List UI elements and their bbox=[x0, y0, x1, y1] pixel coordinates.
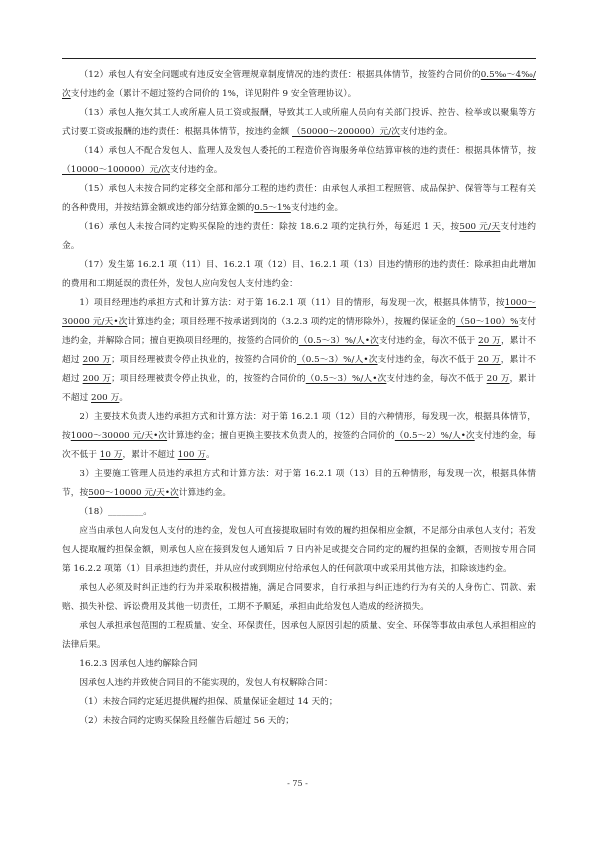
text-run: 支付违约金。 bbox=[290, 203, 344, 213]
paragraph-p21 bbox=[62, 617, 536, 655]
underlined-term: （0.5～3）%/人•次 bbox=[298, 336, 379, 346]
text-run: 16.2.3 因承包人违约解除合同 bbox=[79, 659, 198, 669]
text-run: ________ bbox=[108, 507, 144, 517]
text-run: （16）承包人未按合同约定购买保险的违约责任：除按 18.6.2 项约定执行外，每延迟 1 天，按 bbox=[79, 222, 460, 232]
underlined-term: 0.5～1% bbox=[254, 203, 291, 213]
underlined-term: 20 万 bbox=[477, 355, 501, 365]
paragraph-p16 bbox=[62, 218, 536, 256]
text-run: 计算违约金；项目经理不按承诺到岗的（3.2.3 项约定的情形除外），按履约保证金的 bbox=[127, 317, 456, 327]
text-run: 支付违约金，每次不低于 bbox=[377, 355, 478, 365]
paragraph-p23 bbox=[62, 693, 536, 712]
underlined-term: 500 元/天 bbox=[459, 222, 501, 232]
header-rule bbox=[62, 58, 536, 59]
paragraph-p15 bbox=[62, 180, 536, 218]
paragraph-p17 bbox=[62, 256, 536, 294]
text-run: （14）承包人不配合发包人、监理人及发包人委托的工程造价咨询服务单位结算审核的违约责任：根据具体情节，按 bbox=[79, 146, 536, 156]
underlined-term: 200 万 bbox=[91, 393, 120, 403]
underlined-term: 100 万 bbox=[177, 450, 207, 460]
text-run: 支付违约金，每次不低于 bbox=[378, 336, 479, 346]
text-run: 应当由承包人向发包人支付的违约金，发包人可直接提取届时有效的履约担保相应金额，不足部分由承包人支付；若发包人提取履约担保金额，则承包人应在接到发包人通知后 7 日内补足或提交合同约定的履约担保的金额，否则按专用合同第 16.2.2 项第（1）目承担违约责任，并从应付或到期应付给承包人的任何款项中或采用其他方法，扣除该违约金。 bbox=[62, 526, 536, 574]
paragraph-p24 bbox=[62, 712, 536, 731]
underlined-term: （0.5～3）%/人•次 bbox=[296, 355, 378, 365]
underlined-term: （0.5～3）%/人•次 bbox=[305, 374, 387, 384]
underlined-term: （50～100）% bbox=[455, 317, 519, 327]
text-run: ，累计不超过 bbox=[62, 336, 536, 365]
text-run: 支付违约金。 bbox=[170, 165, 223, 175]
underlined-term: （0.5～2）%/人•次 bbox=[394, 431, 475, 441]
paragraph-h1623 bbox=[62, 655, 536, 674]
underlined-term: 1000～30000 元/天•次 bbox=[62, 298, 537, 327]
text-run: 。 bbox=[119, 393, 129, 403]
paragraph-p12 bbox=[62, 66, 536, 104]
text-run: ；项目经理被责令停止执业，的，按签约合同价的 bbox=[111, 374, 306, 384]
text-run: 计算违约金。 bbox=[178, 488, 232, 498]
text-run: ；项目经理被责令停止执业的，按签约合同价的 bbox=[111, 355, 297, 365]
text-run: 计算违约金；擅自更换主要技术负责人的，按签约合同价的 bbox=[167, 431, 395, 441]
text-run: （15）承包人未按合同约定移交全部和部分工程的违约责任：由承包人承担工程照管、成品保护、保管等与工程有关的各种费用，并按结算金额或违约部分结算金额的 bbox=[62, 184, 536, 213]
text-run: 支付违约金（累计不超过签约合同价的 1%，详见附件 9 安全管理协议）。 bbox=[70, 89, 357, 99]
text-run: 承包人承担承包范围的工程质量、安全、环保责任，因承包人原因引起的质量、安全、环保等事故由承包人承担相应的法律后果。 bbox=[62, 621, 536, 650]
text-run: （12）承包人有安全问题或有违反安全管理规章制度情况的违约责任：根据具体情节，按签约合同价的 bbox=[79, 70, 481, 80]
paragraph-p17a bbox=[62, 294, 536, 408]
underlined-term: 10 万 bbox=[99, 450, 123, 460]
text-run: （17）发生第 16.2.1 项（11）目、16.2.1 项（12）目、16.2.1 项（13）目违约情形的违约责任：除承担由此增加的费用和工期延误的责任外，发包人应向发包人支付违约金： bbox=[62, 260, 536, 289]
text-run: 支付违约金，每次不低于 bbox=[386, 374, 487, 384]
text-run: 3）主要施工管理人员违约承担方式和计算方法：对于第 16.2.1 项（13）目的五种情形，每发现一次，根据具体情节，按 bbox=[62, 469, 536, 498]
underlined-term: 500～10000 元/天•次 bbox=[88, 488, 179, 498]
page-number: - 75 - bbox=[287, 779, 308, 788]
paragraph-p17c bbox=[62, 465, 536, 503]
text-run: 。 bbox=[206, 450, 215, 460]
text-run: 。 bbox=[143, 507, 152, 517]
underlined-term: （10000～100000）元/次 bbox=[62, 165, 171, 175]
text-run: 2）主要技术负责人违约承担方式和计算方法：对于第 16.2.1 项（12）目的六种情形，每发现一次，根据具体情节，按 bbox=[62, 412, 536, 441]
text-run: （13）承包人拖欠其工人或所雇人员工资或报酬，导致其工人或所雇人员向有关部门投诉、控告、检举或以聚集等方式讨要工资或报酬的违约责任：根据具体情节，按违约金额 bbox=[62, 108, 536, 137]
text-run: 支付违约金。 bbox=[62, 222, 536, 251]
text-run: ，累计不超过 bbox=[62, 374, 536, 403]
underlined-term: （50000～200000）元/次 bbox=[292, 127, 401, 137]
paragraph-p18 bbox=[62, 503, 536, 522]
paragraph-p22 bbox=[62, 674, 536, 693]
underlined-term: 1000～30000 元/天•次 bbox=[70, 431, 168, 441]
paragraph-p14 bbox=[62, 142, 536, 180]
underlined-term: 200 万 bbox=[82, 374, 112, 384]
paragraph-p20 bbox=[62, 579, 536, 617]
text-run: 支付违约金，每次不低于 bbox=[62, 431, 536, 460]
text-run: 支付违约金。 bbox=[400, 127, 453, 137]
text-run: 1）项目经理违约承担方式和计算方法：对于第 16.2.1 项（11）目的情形，每发现一次，根据具体情节，按 bbox=[79, 298, 505, 308]
paragraph-p13 bbox=[62, 104, 536, 142]
text-run: （2）未按合同约定购买保险且经催告后超过 56 天的； bbox=[79, 716, 294, 726]
text-run: ，累计不超过 bbox=[122, 450, 178, 460]
text-run: ，累计不超过 bbox=[62, 355, 536, 384]
text-run: （1）未按合同约定延迟提供履约担保、质量保证金超过 14 天的； bbox=[79, 697, 338, 707]
paragraph-p19 bbox=[62, 522, 536, 579]
paragraph-p17b bbox=[62, 408, 536, 465]
text-run: 支付违约金，并解除合同；擅自更换项目经理的，按签约合同价的 bbox=[62, 317, 536, 346]
underlined-term: 200 万 bbox=[82, 355, 112, 365]
text-run: 承包人必须及时纠正违约行为并采取积极措施，满足合同要求，自行承担与纠正违约行为有关的人身伤亡、罚款、索赔、损失补偿、诉讼费用及其他一切责任，工期不予顺延，承担由此给发包人造成的经济损失。 bbox=[62, 583, 536, 612]
underlined-term: 0.5‰～4‰/次 bbox=[62, 70, 537, 99]
underlined-term: 20 万 bbox=[486, 374, 510, 384]
page-body bbox=[62, 66, 536, 731]
text-run: 因承包人违约并致使合同目的不能实现的，发包人有权解除合同： bbox=[79, 678, 333, 688]
underlined-term: 20 万 bbox=[478, 336, 501, 346]
text-run: （18） bbox=[79, 507, 109, 517]
